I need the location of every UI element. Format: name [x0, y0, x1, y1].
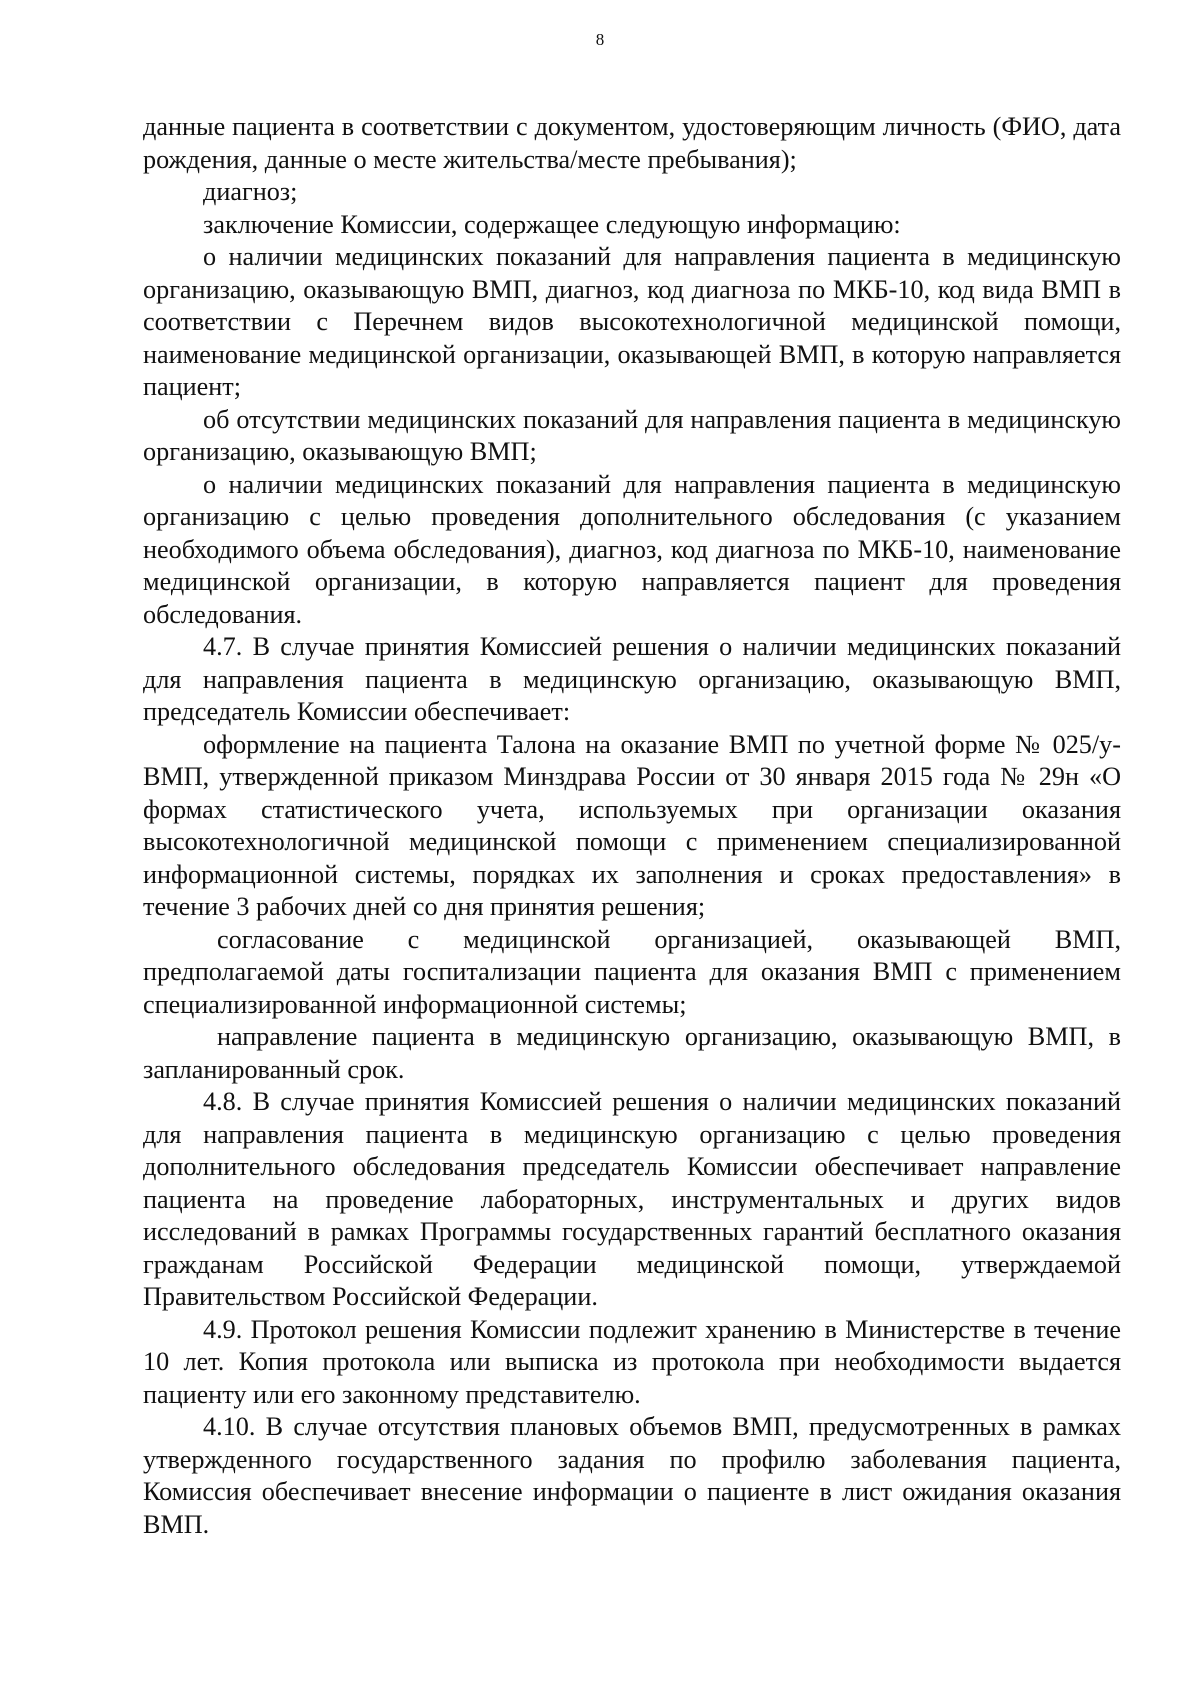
paragraph-indications-present: о наличии медицинских показаний для направления пациента в медицинскую организацию, оказывающую ВМП, диагноз, код диагноза по МКБ-10, код вида ВМП в соответствии с Перечнем видов высокотехнологичной медицинской помощи, наименование медицинской организации, оказывающей ВМП, в которую направляется пациент;: [143, 242, 1121, 401]
paragraph-diagnosis: диагноз;: [203, 177, 298, 206]
paragraph-clause-4-7: 4.7. В случае принятия Комиссией решения о наличии медицинских показаний для направления пациента в медицинскую организацию, оказывающую ВМП, председатель Комиссии обеспечивает:: [143, 632, 1121, 726]
document-body: [143, 111, 1121, 1541]
paragraph-commission-conclusion: заключение Комиссии, содержащее следующую информацию:: [203, 209, 901, 239]
page-number: 8: [595, 30, 605, 49]
paragraph-indications-absent: об отсутствии медицинских показаний для направления пациента в медицинскую организацию, оказывающую ВМП;: [143, 404, 1121, 466]
paragraph-additional-examination: о наличии медицинских показаний для направления пациента в медицинскую организацию с целью проведения дополнительного обследования (с указанием необходимого объема обследования), диагноз, код диагноза по МКБ-10, наименование медицинской организации, в которую направляется пациент для проведения обследования.: [143, 469, 1121, 629]
paragraph-clause-4-10: 4.10. В случае отсутствия плановых объемов ВМП, предусмотренных в рамках утвержденного государственного задания по профилю заболевания пациента, Комиссия обеспечивает внесение информации о пациенте в лист ожидания оказания ВМП.: [143, 1412, 1121, 1539]
paragraph-clause-4-9: 4.9. Протокол решения Комиссии подлежит хранению в Министерстве в течение 10 лет. Копия протокола или выписка из протокола при необходимости выдается пациенту или его законному представителю.: [143, 1314, 1121, 1409]
paragraph-patient-data: данные пациента в соответствии с документом, удостоверяющим личность (ФИО, дата рождения, данные о месте жительства/месте пребывания);: [143, 112, 1121, 174]
paragraph-hospitalization-agreement: согласование с медицинской организацией, оказывающей ВМП, предполагаемой даты госпитализации пациента для оказания ВМП с применением специализированной информационной системы;: [143, 924, 1121, 1019]
paragraph-talon-form: оформление на пациента Талона на оказание ВМП по учетной форме № 025/у-ВМП, утвержденной приказом Минздрава России от 30 января 2015 года № 29н «О формах статистического учета, используемых при организации оказания высокотехнологичной медицинской помощи с применением специализированной информационной системы, порядках их заполнения и сроках предоставления» в течение 3 рабочих дней со дня принятия решения;: [143, 729, 1121, 921]
paragraph-patient-referral: направление пациента в медицинскую организацию, оказывающую ВМП, в запланированный срок.: [143, 1022, 1121, 1084]
paragraph-clause-4-8: 4.8. В случае принятия Комиссией решения о наличии медицинских показаний для направления пациента в медицинскую организацию с целью проведения дополнительного обследования председатель Комиссии обеспечивает направление пациента на проведение лабораторных, инструментальных и других видов исследований в рамках Программы государственных гарантий бесплатного оказания гражданам Российской Федерации медицинской помощи, утверждаемой Правительством Российской Федерации.: [143, 1087, 1121, 1311]
